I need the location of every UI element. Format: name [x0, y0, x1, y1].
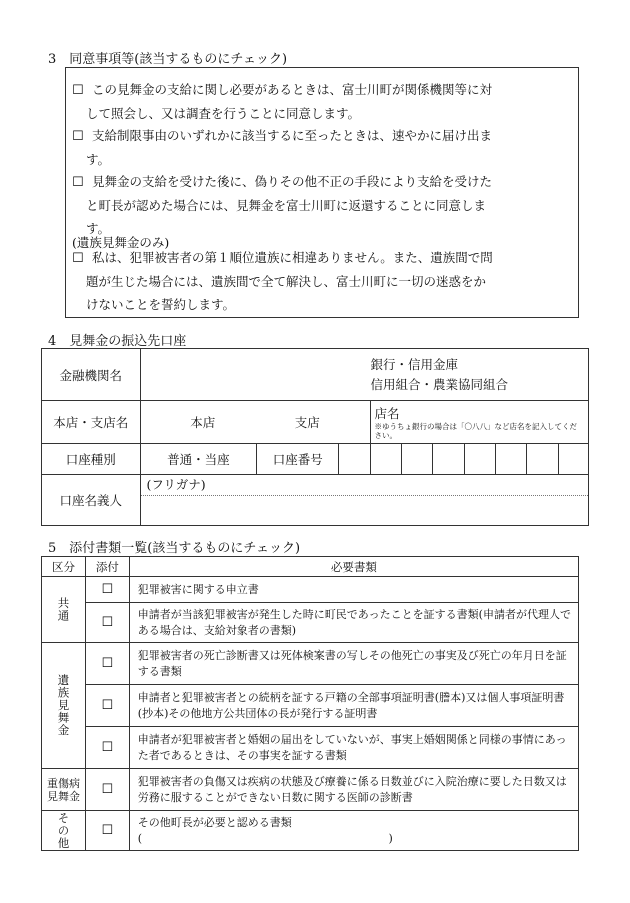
account-digit[interactable] [433, 444, 464, 475]
account-digit[interactable] [370, 444, 401, 475]
doc-item: 犯罪被害者の死亡診断書又は死体検案書の写しその他死亡の事実及び死亡の年月日を証する書類 [129, 643, 578, 685]
yucho-note: ※ゆうちょ銀行の場合は「〇八八」など店名を記入してください。 [374, 422, 578, 440]
checkbox[interactable]: ☐ [72, 83, 84, 98]
account-digit[interactable] [495, 444, 526, 475]
attach-checkbox[interactable]: ☐ [85, 603, 129, 643]
bereaved-only-label: (遺族見舞金のみ) [72, 235, 170, 250]
account-type-field[interactable]: 普通・当座 [140, 444, 257, 475]
consent-item-2: ☐ 支給制限事由のいずれかに該当するに至ったときは、速やかに届け出ま す。 [72, 124, 570, 171]
section5-title: 5 添付書類一覧(該当するものにチェック) [48, 541, 301, 556]
checkbox[interactable]: ☐ [72, 129, 84, 144]
category-common: 共通 [42, 577, 86, 643]
attach-checkbox[interactable]: ☐ [85, 577, 129, 603]
account-digit[interactable] [527, 444, 558, 475]
account-digit[interactable] [558, 444, 588, 475]
institution-type-1: 銀行・信用金庫 [370, 356, 459, 372]
head-office-option[interactable]: 本店 [190, 415, 216, 430]
doc-item: 犯罪被害者の負傷又は疾病の状態及び療養に係る日数並びに入院治療に要した日数又は労務に服することができない日数に関する医師の診断書 [129, 769, 578, 811]
doc-item: 申請者が当該犯罪被害が発生した時に町民であったことを証する書類(申請者が代理人である場合は、支給対象者の書類) [129, 603, 578, 643]
institution-type-2: 信用組合・農業協同組合 [370, 376, 509, 392]
attachments-table [41, 556, 579, 851]
attach-checkbox[interactable]: ☐ [85, 769, 129, 811]
header-attach: 添付 [85, 557, 129, 577]
doc-item-other: その他町長が必要と認める書類 ( ) [129, 811, 578, 851]
account-number-label: 口座番号 [257, 444, 339, 475]
header-required-docs: 必要書類 [129, 557, 578, 577]
checkbox[interactable]: ☐ [72, 251, 84, 266]
account-digit[interactable] [401, 444, 432, 475]
account-holder-label: 口座名義人 [42, 475, 141, 526]
doc-item: 犯罪被害に関する申立書 [129, 577, 578, 603]
consent-item-1: ☐ この見舞金の支給に関し必要があるときは、富士川町が関係機関等に対 して照会し、又は調査を行うことに同意します。 [72, 78, 570, 125]
branch-label: 本店・支店名 [42, 401, 141, 444]
other-doc-input[interactable] [138, 831, 393, 847]
institution-label: 金融機関名 [42, 349, 141, 401]
attach-checkbox[interactable]: ☐ [85, 643, 129, 685]
account-type-label: 口座種別 [42, 444, 141, 475]
attach-checkbox[interactable]: ☐ [85, 811, 129, 851]
category-bereaved: 遺族見舞金 [42, 643, 86, 769]
checkbox[interactable]: ☐ [72, 175, 84, 190]
account-digit[interactable] [339, 444, 370, 475]
doc-item: 申請者が犯罪被害者と婚姻の届出をしていないが、事実上婚姻関係と同様の事情にあった者であるときは、その事実を証する書類 [129, 727, 578, 769]
bank-account-table [41, 348, 589, 526]
doc-item: 申請者と犯罪被害者との続柄を証する戸籍の全部事項証明書(謄本)又は個人事項証明書(抄本)その他地方公共団体の長が発行する証明書 [129, 685, 578, 727]
account-digit[interactable] [464, 444, 495, 475]
attach-checkbox[interactable]: ☐ [85, 727, 129, 769]
section3-title: 3 同意事項等(該当するものにチェック) [48, 52, 288, 67]
paren-open: ( [137, 831, 143, 845]
attach-checkbox[interactable]: ☐ [85, 685, 129, 727]
institution-field[interactable] [140, 349, 588, 401]
consent-item-4: ☐ 私は、犯罪被害者の第１順位遺族に相違ありません。また、遺族間で問 題が生じた場合には、遺族間で全て解決し、富士川町に一切の迷惑をか けないことを誓約します。 [72, 246, 570, 316]
category-other: その他 [42, 811, 86, 851]
section4-title: 4 見舞金の振込先口座 [48, 334, 187, 349]
header-category: 区分 [42, 557, 86, 577]
account-holder-field[interactable] [140, 475, 588, 526]
branch-option[interactable]: 支店 [294, 415, 320, 430]
store-name-label: 店名 [374, 406, 400, 421]
consent-box [65, 67, 579, 318]
paren-close: ) [388, 831, 393, 845]
branch-field[interactable] [140, 401, 370, 444]
store-name-field[interactable] [370, 401, 588, 444]
category-serious-injury: 重傷病見舞金 [42, 769, 86, 811]
consent-item-3: ☐ 見舞金の支給を受けた後に、偽りその他不正の手段により支給を受けた と町長が認めた場合には、見舞金を富士川町に返還することに同意しま す。 [72, 170, 570, 240]
furigana-label: (フリガナ) [141, 475, 588, 496]
